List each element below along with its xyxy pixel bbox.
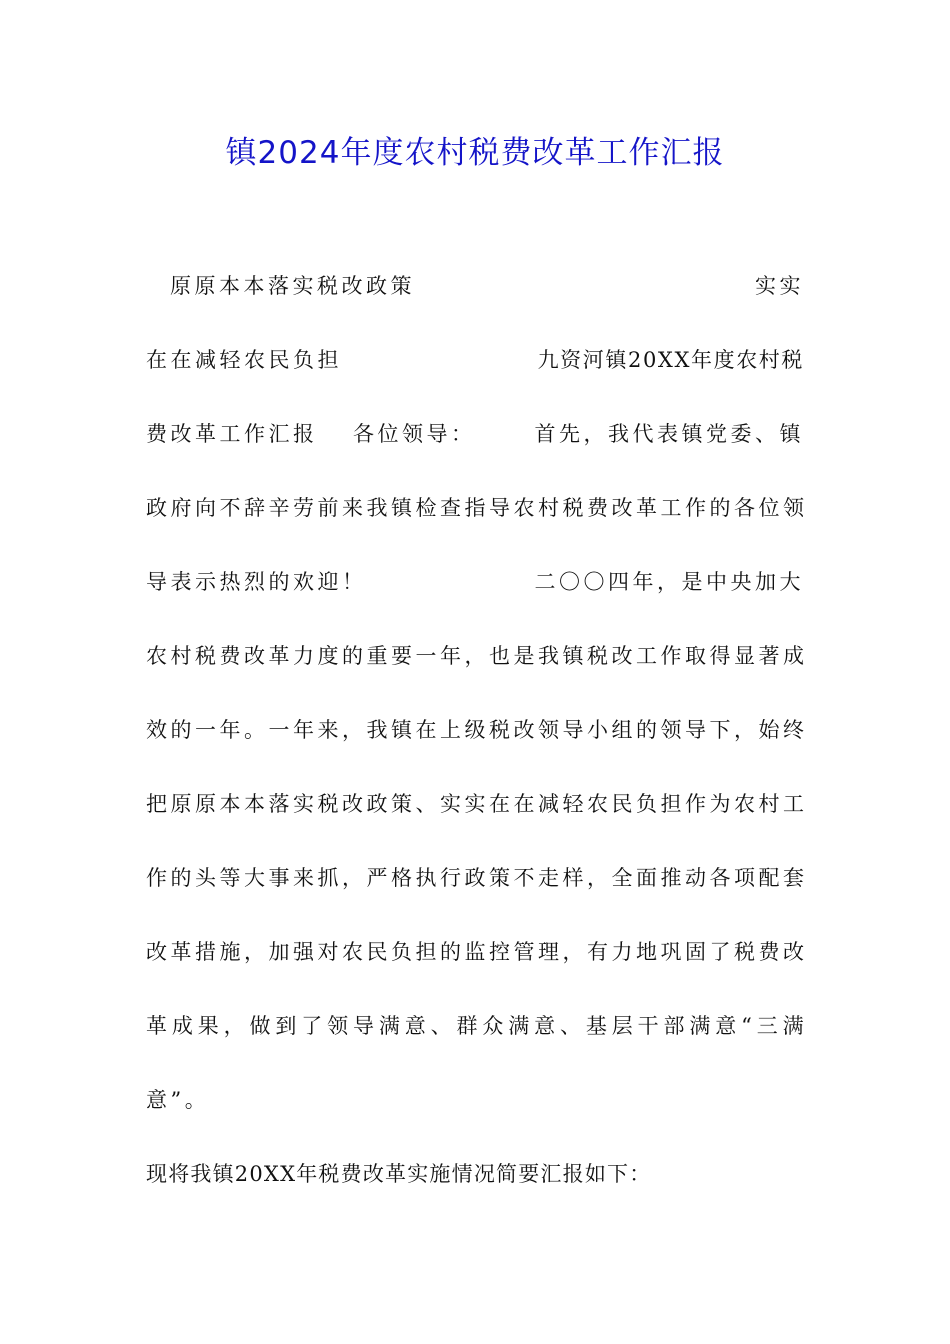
text-char: 严 (366, 866, 388, 890)
text-char: 改 (783, 940, 804, 964)
text-char: 工 (783, 792, 804, 816)
text-char: 一 (415, 644, 437, 668)
text-char: 样 (562, 866, 584, 890)
text-char: 推 (660, 866, 682, 890)
text-char: 有 (587, 940, 608, 964)
text-char: 镇 (562, 644, 584, 668)
text-char: 地 (636, 940, 657, 964)
text-char: 满 (782, 1014, 804, 1038)
text-char: 上 (440, 718, 461, 742)
text-char: 民 (611, 792, 633, 816)
paragraph-line-1 (146, 268, 804, 304)
text-char: ， (223, 1014, 245, 1038)
text-char: 执 (415, 866, 437, 890)
text-char: 农 (587, 792, 608, 816)
text-char: 为 (709, 792, 731, 816)
text-char: 指 (464, 496, 486, 520)
text-char: 的 (636, 718, 657, 742)
text-char: 的 (709, 496, 731, 520)
text-char: 镇 (391, 718, 412, 742)
text-char: 农 (146, 644, 167, 668)
text-char: 抓 (317, 866, 339, 890)
text-char: 全 (611, 866, 633, 890)
text-char: 民 (366, 940, 388, 964)
text-char: 本 (219, 792, 241, 816)
text-char: 负 (391, 940, 412, 964)
text-char: 效 (146, 718, 167, 742)
text-char: 村 (538, 496, 559, 520)
text-char: 、 (430, 1014, 452, 1038)
text-char: 施 (219, 940, 241, 964)
text-char: 作 (685, 792, 706, 816)
text-char: 终 (783, 718, 804, 742)
text-char: 基 (585, 1014, 607, 1038)
text-char: 不 (513, 866, 535, 890)
text-char: 减 (538, 792, 559, 816)
text-char: 取 (685, 644, 706, 668)
text-char: 税 (587, 644, 608, 668)
text-char: 位 (758, 496, 780, 520)
text-char: 小 (587, 718, 608, 742)
text-char: 到 (275, 1014, 297, 1038)
text-char: 等 (219, 866, 241, 890)
paragraph-line-7 (146, 712, 804, 748)
text-char: 显 (734, 644, 755, 668)
text-char: 费 (758, 940, 780, 964)
text-char: 满 (378, 1014, 400, 1038)
text-char: 检 (415, 496, 437, 520)
text-char: 导 (353, 1014, 374, 1038)
text-char: 监 (464, 940, 486, 964)
text-char: 得 (709, 644, 731, 668)
text-char: 政 (464, 866, 486, 890)
text-char: 负 (636, 792, 657, 816)
text-char: 。 (244, 718, 265, 742)
text-char: 作 (685, 496, 706, 520)
text-char: 是 (513, 644, 535, 668)
text-char: ， (342, 718, 363, 742)
text-char: 干 (637, 1014, 659, 1038)
text-char: 果 (197, 1014, 219, 1038)
text-char: 面 (636, 866, 657, 890)
text-char: 部 (663, 1014, 685, 1038)
text-char: 政 (366, 792, 388, 816)
text-char: 村 (758, 792, 780, 816)
text-char: 年 (440, 644, 461, 668)
text-char: 对 (317, 940, 339, 964)
text-char: 满 (689, 1014, 711, 1038)
text-char: 控 (489, 940, 510, 964)
text-char: 大 (244, 866, 265, 890)
text-char: 各 (734, 496, 755, 520)
text-char: 村 (170, 644, 192, 668)
text-char: 来 (342, 496, 363, 520)
text-char: 改 (244, 644, 265, 668)
text-char: 政 (146, 496, 167, 520)
text-char: 不 (219, 496, 241, 520)
text-char: 税 (317, 792, 339, 816)
text-char: 我 (538, 644, 559, 668)
text-char: ， (342, 866, 363, 890)
text-char: 革 (170, 940, 192, 964)
text-char: 策 (391, 792, 412, 816)
text-char: 的 (170, 718, 192, 742)
text-char: 领 (783, 496, 804, 520)
text-char: ， (587, 866, 608, 890)
text-char: 实 (293, 792, 314, 816)
line-3-middle: 各位领导： (353, 422, 476, 446)
text-char: 措 (195, 940, 216, 964)
text-char: 级 (464, 718, 486, 742)
text-char: ， (244, 940, 265, 964)
text-char: 满 (508, 1014, 530, 1038)
text-char: 意 (534, 1014, 556, 1038)
text-char: 在 (415, 718, 437, 742)
text-char: 动 (685, 866, 706, 890)
text-char: 我 (366, 496, 388, 520)
text-char: 向 (195, 496, 216, 520)
line-2-right: 九资河镇20XX年度农村税 (537, 348, 804, 372)
text-char: 的 (440, 940, 461, 964)
line-13-text: 现将我镇20XX年税费改革实施情况简要汇报如下： (146, 1162, 652, 1186)
text-char: 税 (195, 644, 216, 668)
text-char: 领 (327, 1014, 349, 1038)
paragraph-line-12 (146, 1082, 804, 1118)
text-char: 我 (366, 718, 388, 742)
text-char: 加 (268, 940, 290, 964)
text-char: 原 (170, 792, 192, 816)
text-char: 、 (415, 792, 437, 816)
text-char: 著 (758, 644, 780, 668)
text-char: 一 (195, 718, 216, 742)
line-2-left: 在在减轻农民负担 (146, 348, 342, 372)
text-char: 头 (195, 866, 216, 890)
text-char: 层 (611, 1014, 633, 1038)
text-char: 的 (170, 866, 192, 890)
text-char: 担 (415, 940, 437, 964)
text-char: 工 (636, 644, 657, 668)
paragraph-line-10 (146, 934, 804, 970)
text-char: 走 (538, 866, 559, 890)
text-char: 管 (513, 940, 535, 964)
text-char: 要 (391, 644, 412, 668)
text-char: 辛 (268, 496, 290, 520)
text-char: “ (741, 1014, 752, 1038)
text-char: 领 (660, 718, 682, 742)
text-char: 税 (489, 718, 510, 742)
text-char: 理 (538, 940, 559, 964)
text-char: 农 (513, 496, 535, 520)
text-char: 改 (611, 496, 633, 520)
text-char: 的 (342, 644, 363, 668)
text-char: 事 (268, 866, 290, 890)
text-char: ， (734, 718, 755, 742)
text-char: 成 (171, 1014, 193, 1038)
text-char: 税 (562, 496, 584, 520)
text-char: 费 (219, 644, 241, 668)
text-char: 担 (660, 792, 682, 816)
line-1-right: 实实 (755, 274, 804, 298)
text-char: 众 (482, 1014, 504, 1038)
text-char: 三 (756, 1014, 778, 1038)
text-char: 实 (464, 792, 486, 816)
text-char: 、 (560, 1014, 581, 1038)
text-char: 农 (342, 940, 363, 964)
text-char: 落 (268, 792, 290, 816)
text-char: 组 (611, 718, 633, 742)
text-char: 意 (715, 1014, 737, 1038)
text-char: 在 (489, 792, 510, 816)
text-char: 改 (611, 644, 633, 668)
paragraph-line-4 (146, 490, 804, 526)
text-char: 改 (342, 792, 363, 816)
text-char: 度 (317, 644, 339, 668)
paragraph-line-9 (146, 860, 804, 896)
text-char: 格 (391, 866, 412, 890)
text-char: 项 (734, 866, 755, 890)
text-char: 查 (440, 496, 461, 520)
paragraph-line-2 (146, 342, 804, 378)
text-char: 本 (244, 792, 265, 816)
text-char: 农 (734, 792, 755, 816)
text-char: 作 (660, 644, 682, 668)
line-3-left: 费改革工作汇报 (146, 422, 318, 446)
paragraph-line-11 (146, 1008, 804, 1044)
text-char: 做 (249, 1014, 271, 1038)
text-char: 府 (170, 496, 192, 520)
text-char: 革 (268, 644, 290, 668)
text-char: 下 (709, 718, 731, 742)
line-1-left: 原原本本落实税改政策 (170, 274, 415, 298)
text-char: 领 (538, 718, 559, 742)
document-title: 镇2024年度农村税费改革工作汇报 (225, 135, 725, 171)
text-char: 工 (660, 496, 682, 520)
text-char: 改 (513, 718, 535, 742)
line-3-right: 首先，我代表镇党委、镇 (534, 422, 804, 446)
text-char: 行 (440, 866, 461, 890)
text-char: 辞 (244, 496, 265, 520)
text-char: ， (562, 940, 584, 964)
text-char: 改 (146, 940, 167, 964)
text-char: 力 (611, 940, 633, 964)
text-char: 了 (301, 1014, 323, 1038)
paragraph-line-13 (146, 1156, 804, 1192)
line-5-right: 二〇〇四年，是中央加大 (534, 570, 804, 594)
text-char: 劳 (293, 496, 314, 520)
paragraph-line-8 (146, 786, 804, 822)
text-char: 导 (562, 718, 584, 742)
text-char: 各 (709, 866, 731, 890)
text-char: 套 (783, 866, 804, 890)
text-char: 费 (587, 496, 608, 520)
text-char: 导 (685, 718, 706, 742)
text-char: 税 (734, 940, 755, 964)
text-char: ， (464, 644, 486, 668)
text-char: 作 (146, 866, 167, 890)
text-char: 轻 (562, 792, 584, 816)
text-char: 重 (366, 644, 388, 668)
text-char: 力 (293, 644, 314, 668)
line-12-text: 意”。 (146, 1088, 210, 1112)
text-char: 来 (293, 866, 314, 890)
text-char: 年 (219, 718, 241, 742)
text-char: 群 (456, 1014, 478, 1038)
text-char: 配 (758, 866, 780, 890)
paragraph-line-3 (146, 416, 804, 452)
text-char: 在 (513, 792, 535, 816)
text-char: 镇 (391, 496, 412, 520)
text-char: 策 (489, 866, 510, 890)
paragraph-line-6 (146, 638, 804, 674)
text-char: 来 (317, 718, 339, 742)
paragraph-line-5 (146, 564, 804, 600)
text-char: 导 (489, 496, 510, 520)
text-char: 前 (317, 496, 339, 520)
text-char: 了 (709, 940, 731, 964)
text-char: 意 (404, 1014, 426, 1038)
text-char: 革 (636, 496, 657, 520)
text-char: 成 (783, 644, 804, 668)
line-5-left: 导表示热烈的欢迎！ (146, 570, 367, 594)
text-char: 年 (293, 718, 314, 742)
text-char: 巩 (660, 940, 682, 964)
text-char: 始 (758, 718, 780, 742)
text-char: 强 (293, 940, 314, 964)
text-char: 原 (195, 792, 216, 816)
text-char: 也 (489, 644, 510, 668)
text-char: 实 (440, 792, 461, 816)
text-char: 一 (268, 718, 290, 742)
text-char: 把 (146, 792, 167, 816)
text-char: 固 (685, 940, 706, 964)
text-char: 革 (146, 1014, 167, 1038)
